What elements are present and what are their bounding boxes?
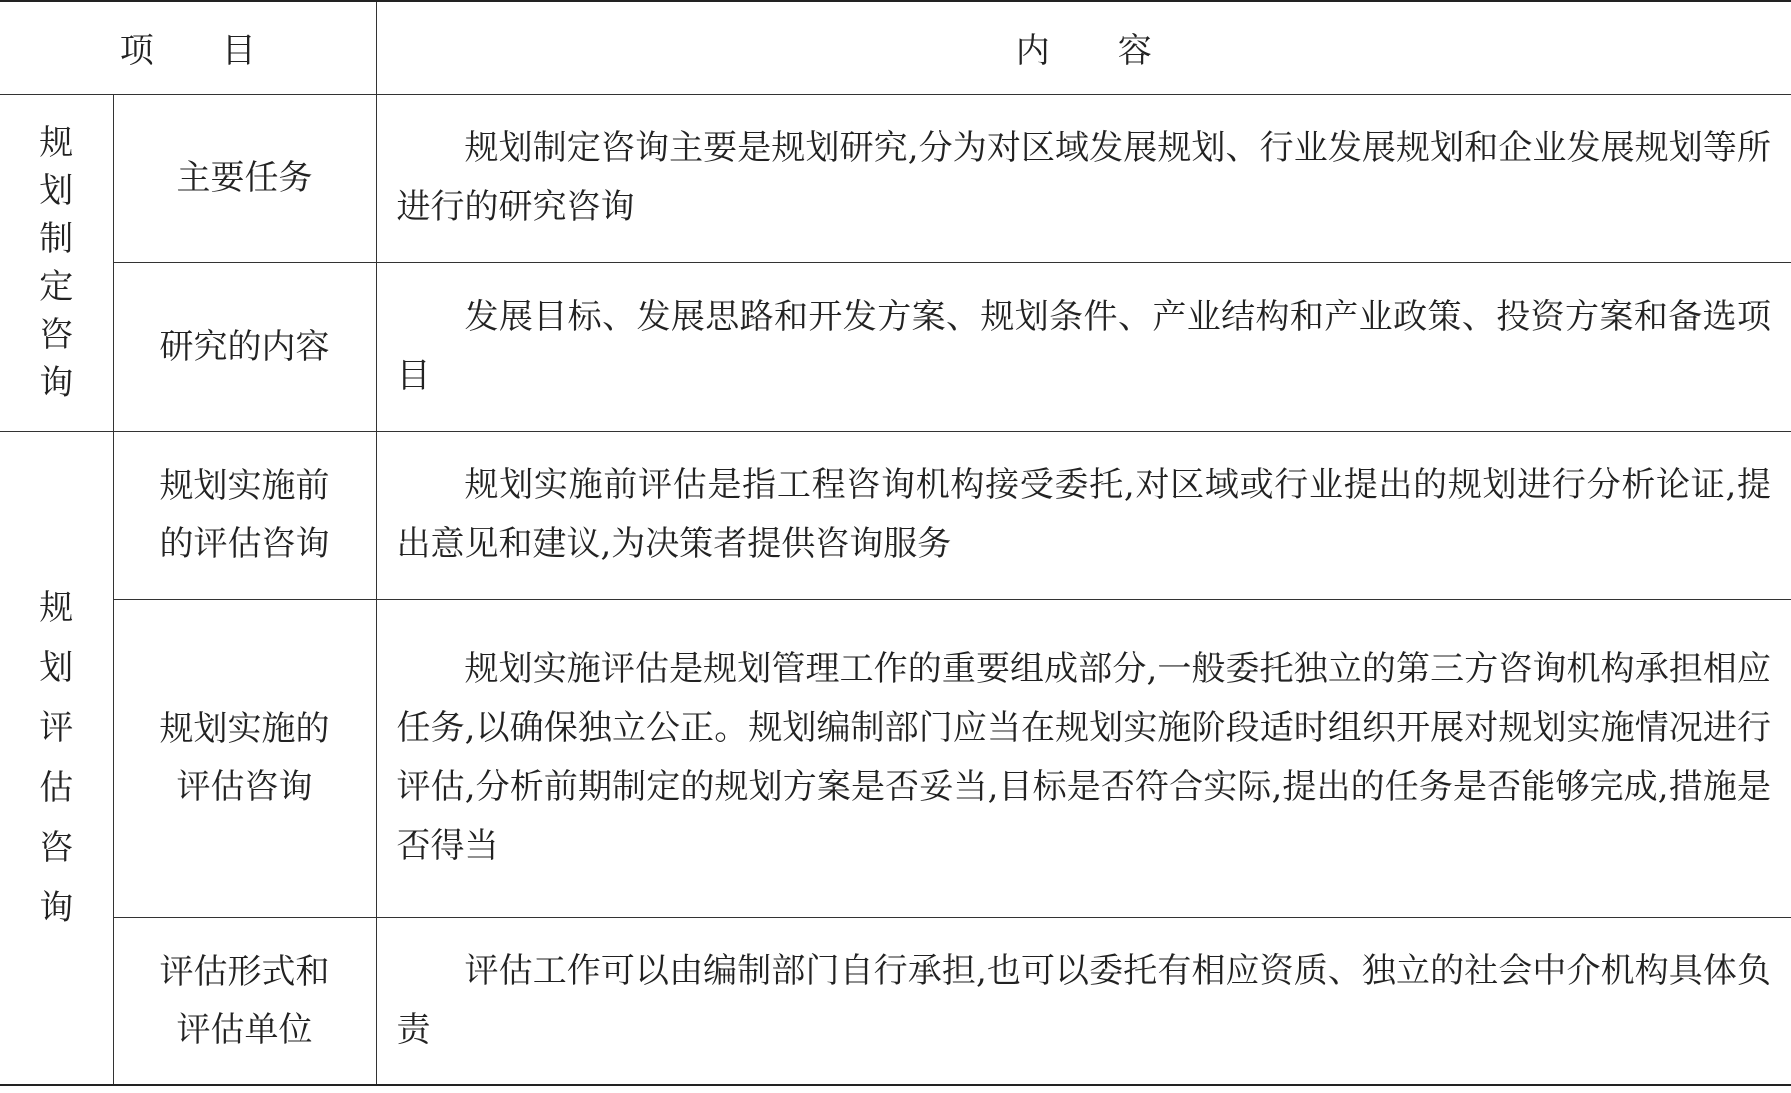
category-label: 规划制定咨询: [39, 122, 74, 403]
subitem-cell: 主要任务: [113, 94, 376, 262]
table-row: [0, 431, 1791, 599]
header-item: 项 目: [0, 1, 376, 94]
content-cell: 规划实施前评估是指工程咨询机构接受委托,对区域或行业提出的规划进行分析论证,提出意见和建议,为决策者提供咨询服务: [376, 431, 1791, 599]
table-row: [0, 262, 1791, 431]
table-row: [0, 94, 1791, 262]
subitem-label: 规划实施前的评估咨询: [159, 466, 330, 564]
subitem-cell: 研究的内容: [113, 262, 376, 431]
table-row: [0, 917, 1791, 1085]
content-cell: 发展目标、发展思路和开发方案、规划条件、产业结构和产业政策、投资方案和备选项目: [376, 262, 1791, 431]
category-cell: [0, 94, 113, 431]
subitem-cell: [113, 917, 376, 1085]
category-label: 规划评估咨询: [39, 587, 74, 928]
content-cell: 规划制定咨询主要是规划研究,分为对区域发展规划、行业发展规划和企业发展规划等所进行的研究咨询: [376, 94, 1791, 262]
subitem-cell: [113, 599, 376, 917]
table-row: [0, 599, 1791, 917]
subitem-cell: [113, 431, 376, 599]
subitem-label: 规划实施的评估咨询: [159, 709, 330, 807]
header-content: 内 容: [376, 1, 1791, 94]
subitem-label: 评估形式和评估单位: [159, 951, 330, 1050]
category-cell: [0, 431, 113, 1085]
content-cell: 评估工作可以由编制部门自行承担,也可以委托有相应资质、独立的社会中介机构具体负责: [376, 917, 1791, 1085]
content-cell: 规划实施评估是规划管理工作的重要组成部分,一般委托独立的第三方咨询机构承担相应任务,以确保独立公正。规划编制部门应当在规划实施阶段适时组织开展对规划实施情况进行评估,分析前期制定的规划方案是否妥当,目标是否符合实际,提出的任务是否能够完成,措施是否得当: [376, 599, 1791, 917]
header-row: [0, 1, 1791, 94]
